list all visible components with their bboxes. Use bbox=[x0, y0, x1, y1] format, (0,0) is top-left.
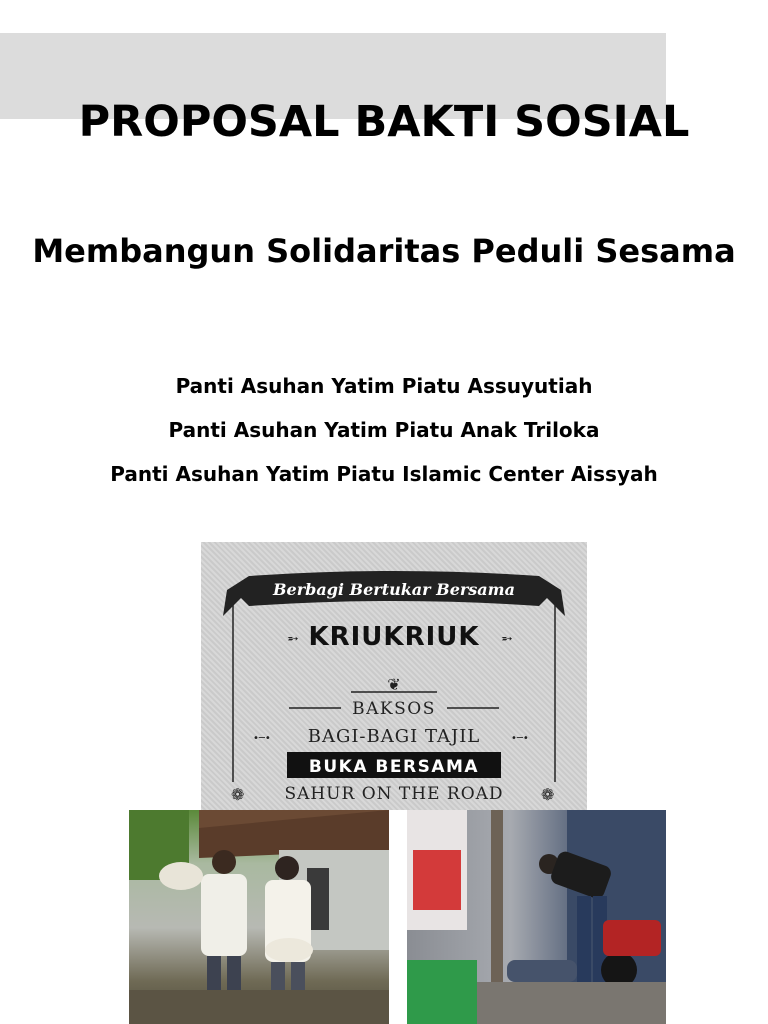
organization-item: Panti Asuhan Yatim Piatu Assuyutiah bbox=[175, 374, 593, 398]
arrow-left-icon: ➵ bbox=[287, 631, 299, 647]
flower-right-icon: ❁ bbox=[541, 785, 555, 804]
poster-line-buka: BUKA BERSAMA bbox=[308, 757, 480, 777]
event-poster bbox=[201, 542, 587, 810]
photo-volunteers-graphic bbox=[129, 810, 389, 1024]
arrow-right-icon: ➵ bbox=[501, 631, 513, 647]
poster-logo: KRIUKRIUK bbox=[308, 622, 480, 652]
dots-right-icon: •─• bbox=[511, 733, 529, 744]
ribbon-tail-right bbox=[539, 576, 565, 616]
poster-line-baksos: BAKSOS bbox=[352, 699, 436, 719]
photo-roadside bbox=[407, 810, 666, 1024]
flower-left-icon: ❁ bbox=[231, 785, 245, 804]
poster-line-sahur: SAHUR ON THE ROAD bbox=[284, 784, 504, 804]
document-title: PROPOSAL BAKTI SOSIAL bbox=[78, 97, 690, 147]
poster-line-tajil: BAGI-BAGI TAJIL bbox=[307, 726, 481, 747]
ribbon-tail-left bbox=[223, 576, 249, 616]
organization-item: Panti Asuhan Yatim Piatu Anak Triloka bbox=[168, 418, 600, 442]
organization-list bbox=[110, 370, 658, 502]
document-subtitle: Membangun Solidaritas Peduli Sesama bbox=[32, 232, 736, 270]
ribbon-text: Berbagi Bertukar Bersama bbox=[273, 580, 515, 599]
flourish-icon: ❦ bbox=[387, 675, 401, 694]
poster-graphic bbox=[201, 542, 587, 810]
photo-volunteers bbox=[129, 810, 389, 1024]
organization-item: Panti Asuhan Yatim Piatu Islamic Center Aissyah bbox=[110, 462, 658, 486]
dots-left-icon: •─• bbox=[253, 733, 271, 744]
photo-roadside-graphic bbox=[407, 810, 666, 1024]
